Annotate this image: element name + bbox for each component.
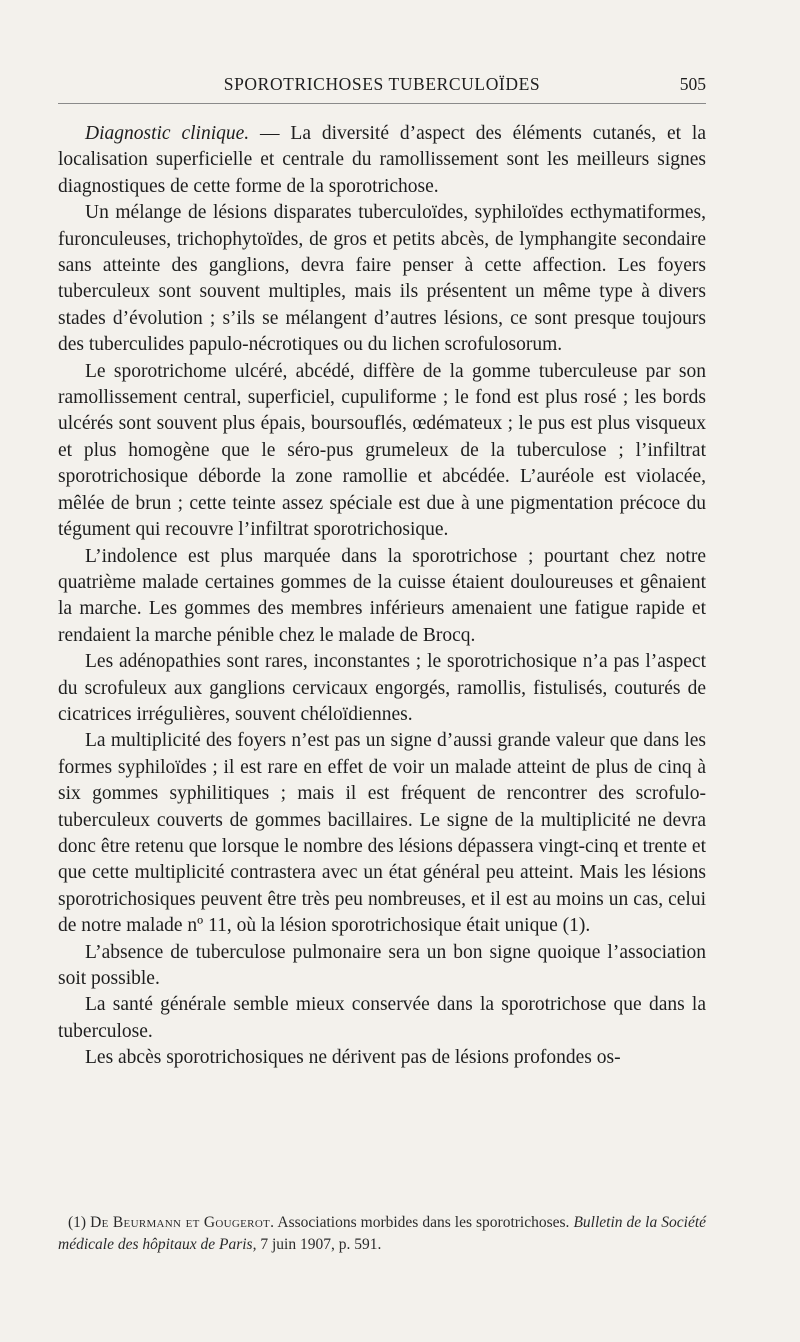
header-rule: [58, 103, 706, 104]
paragraph: La santé générale semble mieux conservée dans la sporotrichose que dans la tuberculose.: [58, 994, 706, 1042]
paragraph: Les adénopathies sont rares, inconstantes ; le sporotrichosique n’a pas l’aspect du scrofuleux aux ganglions cervicaux engorgés, ramollis, fistulisés, couturés de cicatrices irrégulières, souvent chéloïdiennes.: [58, 651, 706, 725]
paragraph: Un mélange de lésions disparates tuberculoïdes, syphiloïdes ecthymatiformes, furonculeuses, trichophytoïdes, de gros et petits abcès, de lymphangite secondaire sans atteinte des ganglions, devra faire penser à cette affection. Les foyers tuberculeux sont souvent multiples, mais ils présentent un même type à divers stades d’évolution ; s’ils se mélangent d’autres lésions, ce sont presque toujours des tuberculides papulo-nécrotiques ou du lichen scrofulosorum.: [58, 202, 706, 356]
page-number: 505: [679, 74, 706, 94]
paragraph: L’indolence est plus marquée dans la sporotrichose ; pourtant chez notre quatrième malade certaines gommes de la cuisse étaient douloureuses et gênaient la marche. Les gommes des membres inférieurs amenaient une fatigue rapide et rendaient la marche pénible chez le malade de Brocq.: [58, 545, 706, 646]
paragraph: Les abcès sporotrichosiques ne dérivent pas de lésions profondes os-: [85, 1047, 621, 1069]
paragraph: L’absence de tuberculose pulmonaire sera un bon signe quoique l’association soit possible.: [58, 941, 706, 989]
paragraph: [58, 121, 706, 200]
footnote: [58, 1212, 706, 1256]
footnote-authors: De Beurmann et Gougerot.: [90, 1214, 275, 1231]
paragraph: La multiplicité des foyers n’est pas un signe d’aussi grande valeur que dans les formes syphiloïdes ; il est rare en effet de voir un malade atteint de plus de cinq à six gommes syphilitiques ; mais il est fréquent de rencontrer des scrofulo-tuberculeux couverts de gommes bacillaires. Le signe de la multiplicité ne devra donc être retenu que lorsque le nombre des lésions dépassera vingt-cinq et trente et que cette multiplicité contrastera avec un état général peu atteint. Mais les lésions sporotrichosiques peuvent être très peu nombreuses, et il est au moins un cas, celui de notre malade nº 11, où la lésion sporotrichosique était unique (1).: [58, 730, 706, 937]
section-lead: Diagnostic clinique.: [85, 123, 250, 144]
footnote-marker: (1): [68, 1214, 91, 1231]
footnote-date: 7 juin 1907, p. 591.: [256, 1236, 382, 1253]
paragraph-text: — La diversité d’aspect des éléments cutanés, et la localisation superficielle et centrale du ramollissement sont les meilleurs signes diagnostiques de cette forme de la sporotrichose.: [58, 123, 706, 197]
running-title: SPOROTRICHOSES TUBERCULOÏDES: [223, 74, 541, 94]
footnote-title: Associations morbides dans les sporotrichoses.: [274, 1214, 574, 1231]
footnote-journal: Bulletin de la Société médicale des hôpitaux de Paris,: [58, 1214, 707, 1253]
paragraph: Le sporotrichome ulcéré, abcédé, diffère de la gomme tuberculeuse par son ramollissement central, superficiel, cupuliforme ; le fond est plus rosé ; les bords ulcérés sont souvent plus épais, boursouflés, œdémateux ; le pus est plus visqueux et plus homogène que le séro-pus grumeleux de la tuberculose ; l’infiltrat sporotrichosique déborde la zone ramollie et abcédée. L’auréole est violacée, mêlée de brun ; cette teinte assez spéciale est due à une pigmentation précoce du tégument qui recouvre l’infiltrat sporotrichosique.: [58, 360, 706, 541]
body-text: [58, 121, 706, 1072]
running-header: [58, 74, 706, 100]
